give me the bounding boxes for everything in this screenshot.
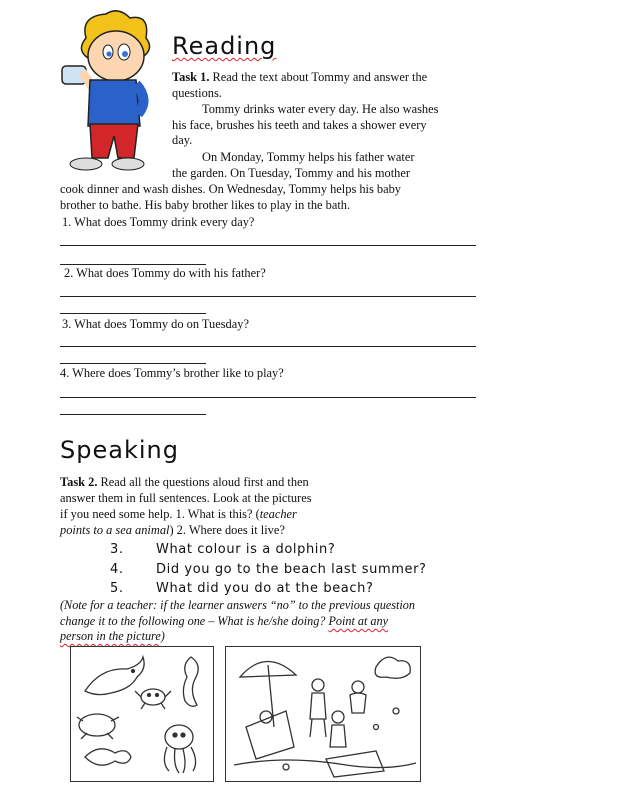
reading-paragraph-2-line4: brother to bathe. His baby brother likes to play in the bath. [60, 198, 351, 212]
teacher-note-line3-end: ) [160, 629, 165, 643]
question-2: 2. What does Tommy do with his father? [64, 266, 266, 280]
list-text: What did you do at the beach? [156, 581, 374, 596]
task2-line4-text: ) 2. Where does it live? [169, 523, 285, 537]
task1-instruction [172, 70, 462, 101]
task2-line3-text: if you need some help. 1. What is this? ( [60, 507, 260, 521]
list-item [110, 579, 427, 599]
task2-line4 [60, 523, 285, 539]
teacher-note-line2-underlined: Point at any [328, 614, 389, 628]
sea-animals-drawing [71, 647, 213, 781]
answer-line-short[interactable] [60, 363, 206, 364]
task2-line1-text: Read all the questions aloud first and then [97, 475, 309, 489]
answer-line-short[interactable] [60, 313, 206, 314]
reading-heading: Reading [172, 32, 277, 60]
answer-line[interactable] [60, 397, 476, 398]
task2-label: Task 2. [60, 475, 98, 489]
list-number: 4. [110, 561, 124, 577]
reading-paragraph-1: Tommy drinks water every day. He also washes his face, brushes his teeth and takes a shower every day. [172, 102, 439, 147]
reading-paragraph-2-line3: cook dinner and wash dishes. On Wednesday, Tommy helps his baby [60, 182, 402, 196]
reading-paragraph-2-line2: the garden. On Tuesday, Tommy and his mother [172, 166, 410, 180]
task2-line4-italic: points to a sea animal [60, 523, 170, 537]
beach-drawing [226, 647, 420, 781]
beach-picture [225, 646, 421, 782]
answer-line[interactable] [60, 245, 476, 246]
task2-line2: answer them in full sentences. Look at the pictures [60, 491, 312, 505]
teacher-note-line3-underlined: person in the picture [60, 629, 161, 643]
question-1: 1. What does Tommy drink every day? [62, 215, 255, 229]
reading-paragraph-2-line1: On Monday, Tommy helps his father water [202, 150, 415, 164]
sea-animals-picture [70, 646, 214, 782]
list-item [110, 540, 427, 560]
list-text: Did you go to the beach last summer? [156, 561, 427, 577]
task2-line3 [60, 507, 297, 523]
boy-drinking-illustration [58, 8, 168, 173]
question-list [110, 540, 427, 599]
teacher-note-line2 [60, 614, 388, 630]
teacher-note-line1: (Note for a teacher: if the learner answers “no” to the previous question [60, 598, 415, 612]
task1-text: Read the text about Tommy and answer the questions. [172, 70, 428, 100]
question-4: 4. Where does Tommy’s brother like to play? [60, 366, 284, 380]
teacher-note-line3 [60, 629, 165, 645]
question-3: 3. What does Tommy do on Tuesday? [62, 317, 249, 331]
speaking-heading: Speaking [60, 436, 179, 464]
answer-line[interactable] [60, 296, 476, 297]
list-text: What colour is a dolphin? [156, 542, 336, 557]
task2-line1 [60, 475, 309, 491]
answer-line-short[interactable] [60, 414, 206, 415]
answer-line-short[interactable] [60, 264, 206, 265]
list-number: 3. [110, 542, 124, 557]
task2-line3-italic: teacher [259, 507, 297, 521]
list-item [110, 560, 427, 580]
list-number: 5. [110, 581, 124, 596]
answer-line[interactable] [60, 346, 476, 347]
task1-label: Task 1. [172, 70, 210, 84]
teacher-note-line2-text: change it to the following one – What is he/she doing? [60, 614, 329, 628]
